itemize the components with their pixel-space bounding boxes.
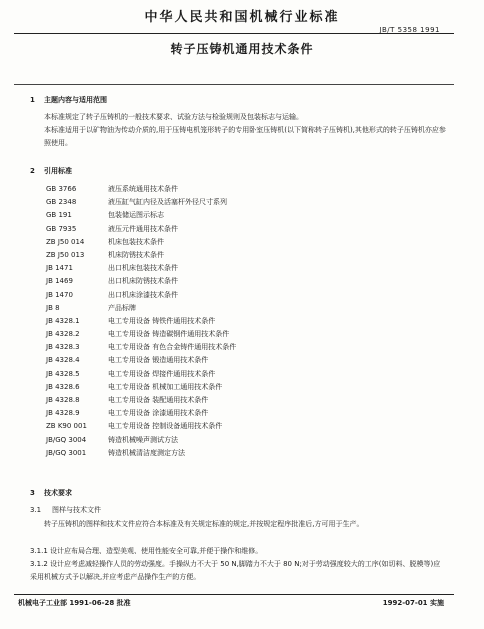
reference-item <box>46 290 236 303</box>
reference-item <box>46 237 236 250</box>
reference-title: 出口机床防锈技术条件 <box>108 277 178 286</box>
reference-title: 电工专用设备 锻造通用技术条件 <box>108 356 209 365</box>
reference-item <box>46 369 236 382</box>
reference-title: 产品标牌 <box>108 303 136 312</box>
section-title: 技术要求 <box>44 489 72 497</box>
approval-date: 机械电子工业部 1991-06-28 批准 <box>18 599 131 607</box>
implementation-date: 1992-07-01 实施 <box>382 599 444 607</box>
reference-title: 电工专用设备 控制设备通用技术条件 <box>108 422 223 431</box>
reference-title: 液压系统通用技术条件 <box>108 185 178 193</box>
reference-item <box>46 408 236 421</box>
reference-code: JB 4328.4 <box>46 356 80 365</box>
paragraph-text: 3.1.2 设计应考虑减轻操作人员的劳动强度。手操纵力不大于 50 N,脚踏力不大于 80 N;对于劳动强度较大的工序(如切料、脱模等)应采用机械方式予以解决,并应考虑产品操作生产的方便。 <box>30 560 441 581</box>
reference-item <box>46 435 236 448</box>
reference-title: 电工专用设备 铸铁件通用技术条件 <box>108 316 216 325</box>
reference-title: 铸造机械噪声测试方法 <box>108 435 178 444</box>
section-1-paragraph-1 <box>30 111 446 124</box>
reference-code: ZB K90 001 <box>46 422 87 431</box>
paragraph-text: 本标准适用于以矿物油为传动介质的,用于压铸电机笼形转子的专用卧室压铸机(以下简称转子压铸机),其他形式的转子压铸机亦应参照使用。 <box>44 126 446 147</box>
reference-title: 电工专用设备 装配通用技术条件 <box>108 396 209 404</box>
section-title: 主题内容与适用范围 <box>44 96 107 104</box>
reference-item <box>46 250 236 263</box>
clause-3-1-2 <box>30 558 446 584</box>
subsection-number: 3.1 <box>30 506 42 514</box>
reference-code: JB 4328.2 <box>46 330 80 339</box>
reference-item <box>46 342 236 355</box>
reference-code: JB 1470 <box>46 290 73 299</box>
reference-title: 铸造机械清洁度测定方法 <box>108 448 185 457</box>
section-1-heading <box>30 95 107 105</box>
paragraph-text: 3.1.1 设计应布局合理、造型美观、使用性能安全可靠,并便于操作和维修。 <box>30 547 263 555</box>
reference-code: JB 4328.3 <box>46 343 80 352</box>
reference-title: 机床防锈技术条件 <box>108 250 164 259</box>
reference-code: ZB J50 014 <box>46 237 85 246</box>
reference-item <box>46 184 236 197</box>
reference-item <box>46 316 236 329</box>
reference-code: JB 4328.1 <box>46 316 80 325</box>
reference-title: 出口机床包装技术条件 <box>108 264 178 273</box>
header-rule <box>14 33 454 34</box>
reference-title: 电工专用设备 涂漆通用技术条件 <box>108 409 209 418</box>
reference-code: JB 4328.5 <box>46 369 80 378</box>
reference-code: JB 8 <box>46 303 60 312</box>
standard-number: JB/T 5358 1991 <box>379 26 440 34</box>
reference-code: JB 4328.8 <box>46 396 80 404</box>
reference-title: 电工专用设备 铸造碳钢件通用技术条件 <box>108 330 230 339</box>
reference-item <box>46 448 236 461</box>
reference-item <box>46 355 236 368</box>
reference-item <box>46 382 236 395</box>
reference-title: 电工专用设备 机械加工通用技术条件 <box>108 382 223 391</box>
section-number: 2 <box>30 167 35 175</box>
reference-item <box>46 421 236 434</box>
section-1-paragraph-2 <box>30 124 446 150</box>
reference-title: 电工专用设备 有色合金铸件通用技术条件 <box>108 343 237 352</box>
reference-code: JB 4328.9 <box>46 409 80 418</box>
reference-code: GB 7935 <box>46 224 77 233</box>
subsection-3-1-heading <box>30 505 101 515</box>
reference-code: JB 4328.6 <box>46 382 80 391</box>
standard-category: 中华人民共和国机械行业标准 <box>144 10 340 25</box>
reference-title: 液压元件通用技术条件 <box>108 224 178 233</box>
section-2-heading <box>30 166 72 176</box>
reference-item <box>46 224 236 237</box>
reference-item <box>46 197 236 210</box>
section-title: 引用标准 <box>44 167 72 175</box>
paragraph-text: 转子压铸机的图样和技术文件应符合本标准及有关规定标准的规定,并按规定程序批准后,方可用于生产。 <box>44 520 364 528</box>
section-number: 1 <box>30 96 35 104</box>
reference-item <box>46 303 236 316</box>
reference-code: GB 2348 <box>46 198 77 207</box>
reference-item <box>46 276 236 289</box>
document-title: 转子压铸机通用技术条件 <box>170 42 314 56</box>
reference-item <box>46 263 236 276</box>
section-3-paragraph <box>30 518 446 531</box>
reference-item <box>46 210 236 223</box>
reference-title: 包装储运图示标志 <box>108 211 164 220</box>
clause-3-1-1 <box>30 545 446 558</box>
section-3-heading <box>30 488 72 498</box>
title-rule <box>14 84 454 85</box>
reference-title: 液压缸气缸内径及活塞杆外径尺寸系列 <box>108 198 227 207</box>
reference-code: JB 1471 <box>46 264 73 273</box>
reference-code: JB 1469 <box>46 277 73 286</box>
section-number: 3 <box>30 489 35 497</box>
reference-title: 机床包装技术条件 <box>108 237 164 246</box>
reference-code: JB/GQ 3004 <box>46 435 87 444</box>
reference-item <box>46 395 236 408</box>
subsection-title: 图样与技术文件 <box>52 506 101 514</box>
reference-code: JB/GQ 3001 <box>46 448 87 457</box>
reference-code: GB 3766 <box>46 185 77 193</box>
paragraph-text: 本标准规定了转子压铸机的一般技术要求、试验方法与检验规则及包装标志与运输。 <box>44 113 303 121</box>
reference-item <box>46 329 236 342</box>
reference-code: ZB J50 013 <box>46 250 85 259</box>
reference-title: 电工专用设备 焊接件通用技术条件 <box>108 369 216 378</box>
footer-rule <box>14 594 454 595</box>
reference-title: 出口机床涂漆技术条件 <box>108 290 178 299</box>
reference-code: GB 191 <box>46 211 72 220</box>
reference-list <box>46 184 236 461</box>
